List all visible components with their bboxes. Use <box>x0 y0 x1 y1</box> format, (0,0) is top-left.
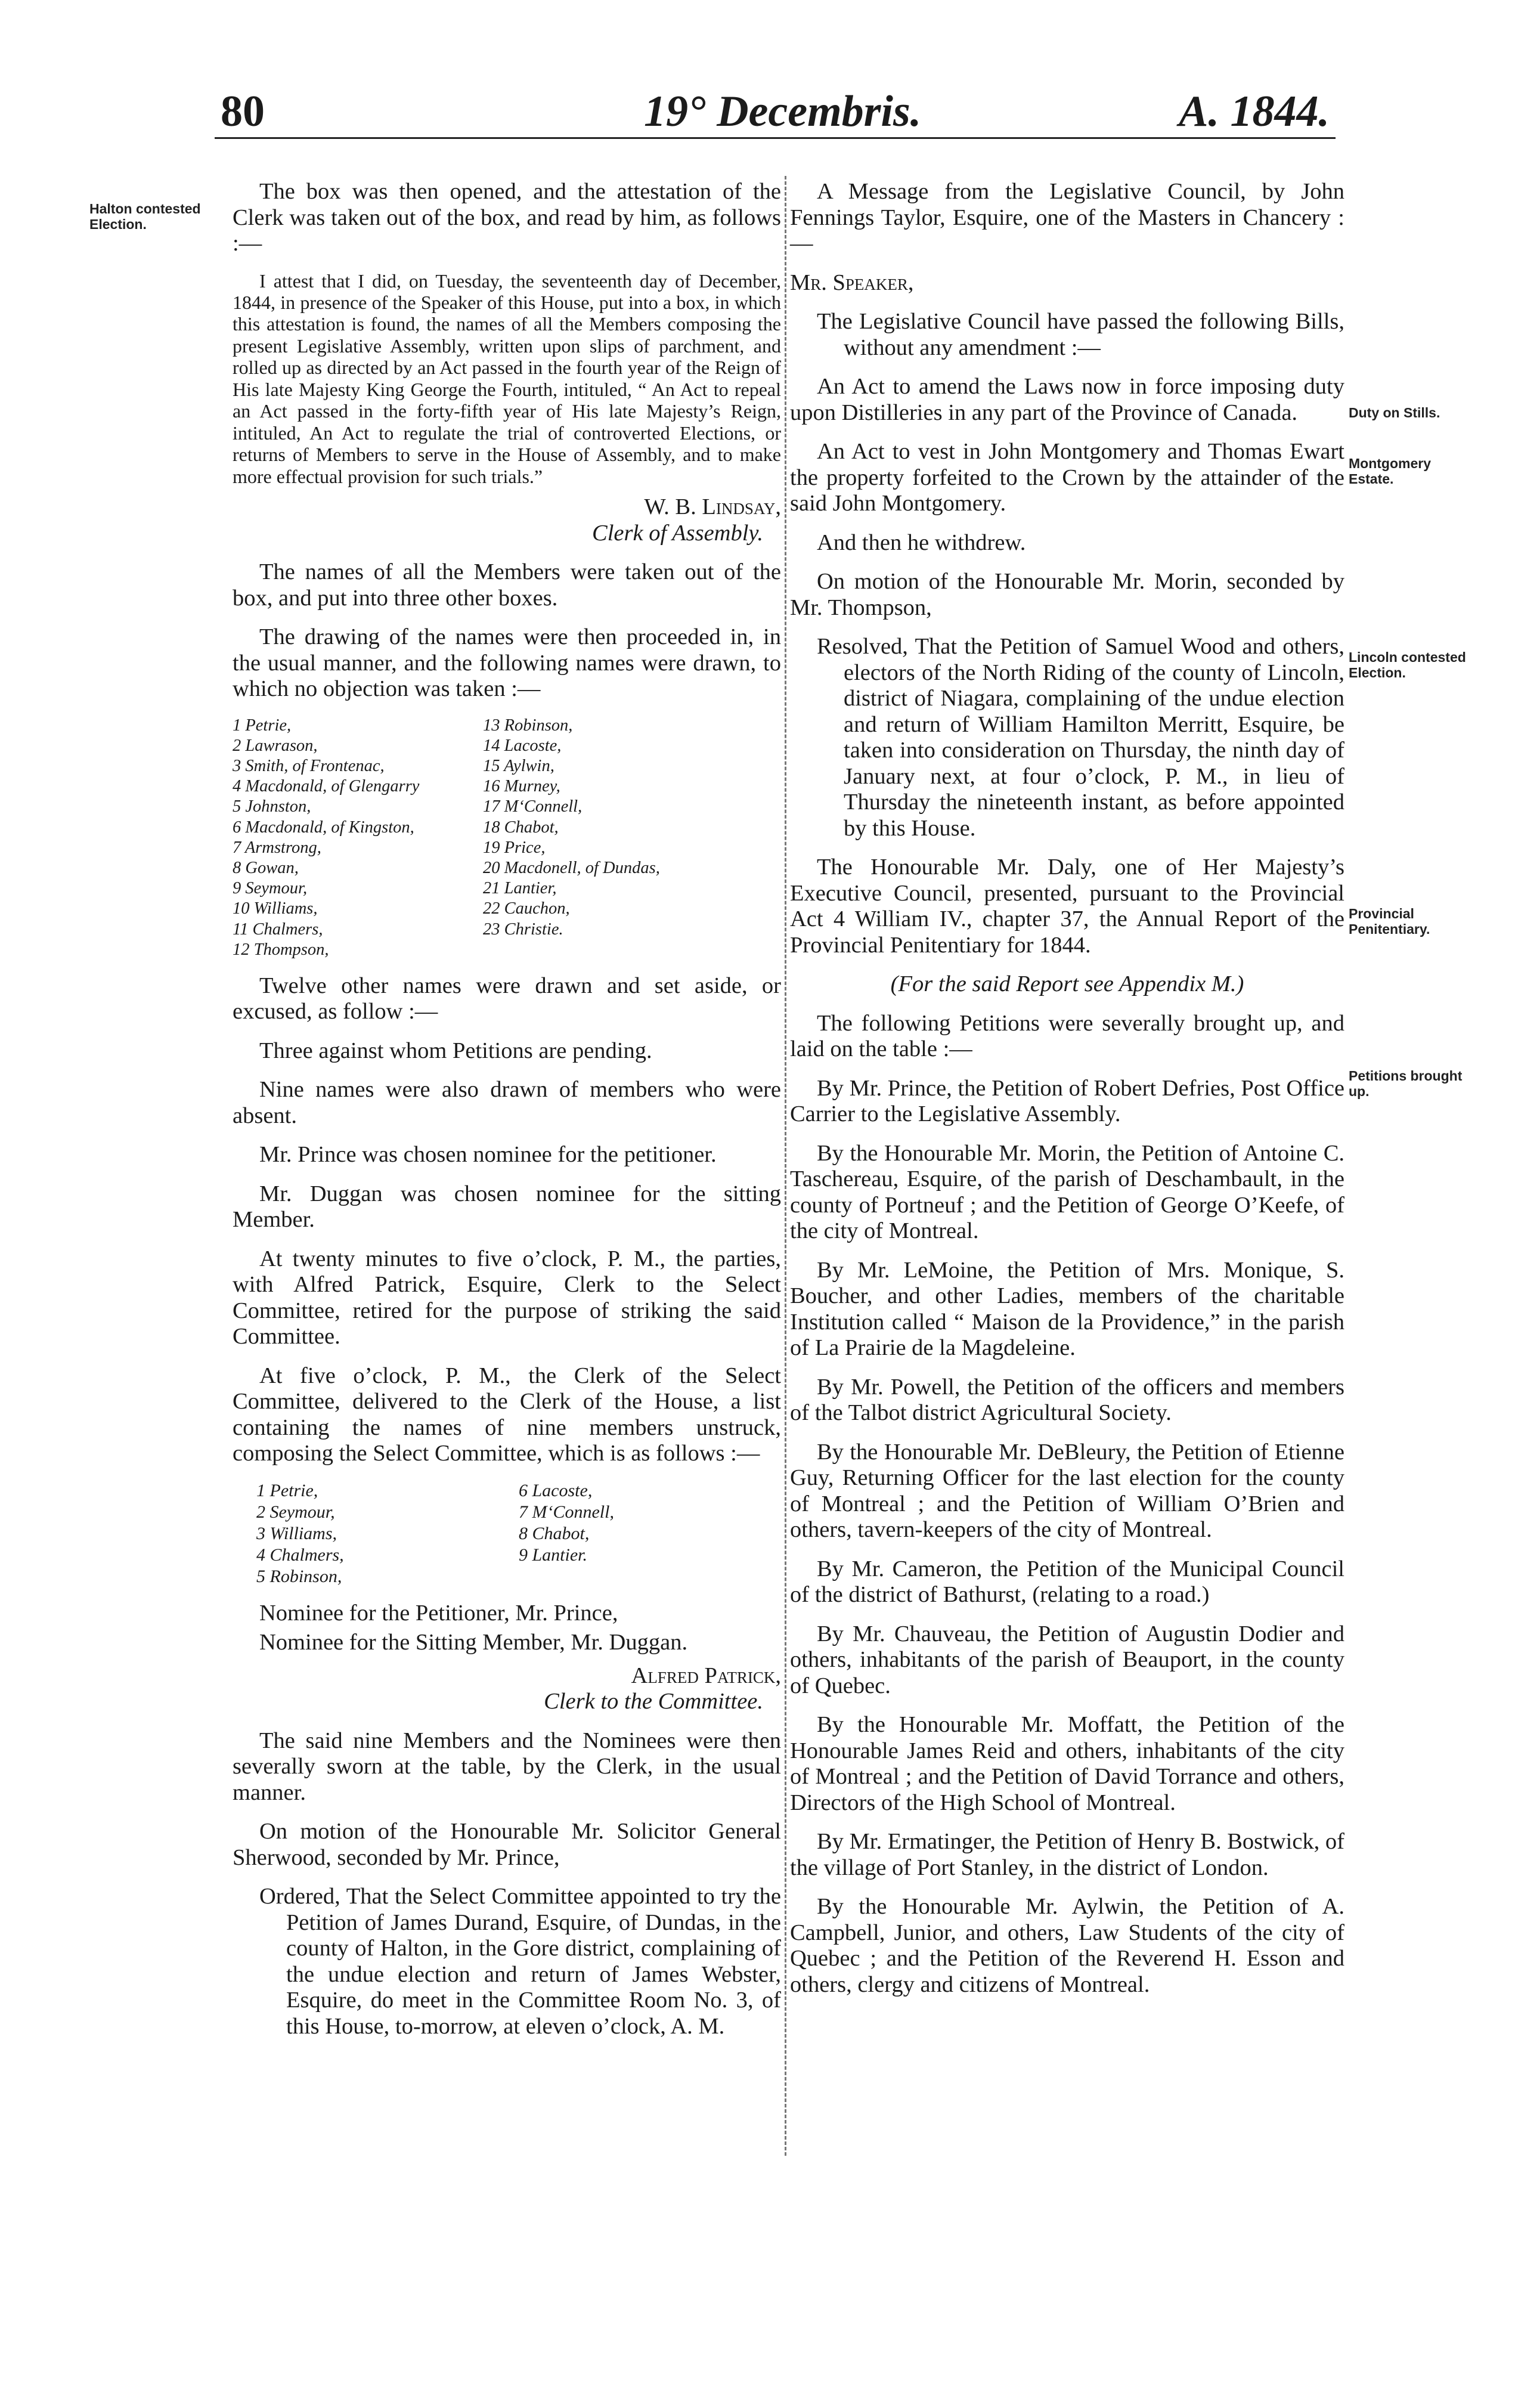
paragraph: A Message from the Legislative Council, by John Fennings Taylor, Esquire, one of the Masters in Chancery :— <box>790 179 1344 256</box>
drawn-names-list <box>233 716 781 960</box>
paragraph: The Honourable Mr. Daly, one of Her Majesty’s Executive Council, presented, pursuant to the Provincial Act 4 William IV., chapter 37, the Annual Report of the Provincial Penitentiary for 1844. <box>790 855 1344 958</box>
left-column <box>233 179 781 2053</box>
signature-patrick <box>233 1663 781 1715</box>
margin-note-penitentiary: Provincial Penitentiary. <box>1349 906 1430 937</box>
petition-entry: By the Honourable Mr. Moffatt, the Petition of the Honourable James Reid and others, inhabitants of the city of Montreal ; and the Petition of David Torrance and others, Directors of the High School of Montreal. <box>790 1712 1344 1815</box>
paragraph: The names of all the Members were taken out of the box, and put into three other boxes. <box>233 559 781 611</box>
list-item: 18 Chabot, <box>483 818 559 837</box>
list-item: 8 Chabot, <box>519 1523 590 1543</box>
margin-note-lincoln: Lincoln contested Election. <box>1349 649 1466 680</box>
header-year: A. 1844. <box>1179 87 1330 136</box>
paragraph: And then he withdrew. <box>817 530 1026 555</box>
list-item: 1 Petrie, <box>233 716 292 735</box>
paragraph: Nine names were also drawn of members who were absent. <box>233 1077 781 1128</box>
right-column <box>790 179 1344 2011</box>
paragraph: The drawing of the names were then proceeded in, in the usual manner, and the following names were drawn, to which no objection was taken :— <box>233 624 781 702</box>
paragraph: Three against whom Petitions are pending. <box>259 1038 652 1063</box>
list-item: 14 Lacoste, <box>483 736 562 755</box>
paragraph: Twelve other names were drawn and set aside, or excused, as follow :— <box>233 973 781 1025</box>
margin-note-montgomery: Montgomery Estate. <box>1349 456 1431 487</box>
signature-lindsay <box>233 494 781 546</box>
list-item: 17 M‘Connell, <box>483 797 583 816</box>
list-item: 10 Williams, <box>233 899 318 918</box>
resolution-paragraph: Resolved, That the Petition of Samuel Wood and others, electors of the North Riding of the county of Lincoln, district of Niagara, complaining of the undue election and return of William Hamilton Merritt, Esquire, be taken into consideration on Thursday, the ninth day of January next, at four o’clock, P. M., in lieu of Thursday the nineteenth instant, as before appointed by this House. <box>817 634 1344 841</box>
list-item: 22 Cauchon, <box>483 899 570 918</box>
margin-note-petitions: Petitions brought up. <box>1349 1068 1463 1099</box>
paragraph: Mr. Duggan was chosen nominee for the sitting Member. <box>233 1181 781 1233</box>
list-item: 19 Price, <box>483 838 546 857</box>
margin-note-duty: Duty on Stills. <box>1349 405 1440 420</box>
list-item: 4 Macdonald, of Glengarry <box>233 777 420 796</box>
list-item <box>519 1566 781 1587</box>
paragraph: The following Petitions were severally brought up, and laid on the table :— <box>790 1010 1344 1061</box>
petition-entry: By the Honourable Mr. Morin, the Petition of Antoine C. Taschereau, Esquire, of the parish of Deschambault, in the county of Portneuf ; and the Petition of George O’Keefe, of the city of Montreal. <box>790 1140 1344 1243</box>
list-item: 6 Lacoste, <box>519 1480 593 1500</box>
paragraph: The Legislative Council have passed the following Bills, without any amendment :— <box>817 309 1344 360</box>
order-paragraph: Ordered, That the Select Committee appointed to try the Petition of James Durand, Esquire, of Dundas, in the county of Halton, in the Gore district, complaining of the undue election and return of James Webster, Esquire, do meet in the Committee Room No. 3, of this House, to-morrow, at eleven o’clock, A. M. <box>259 1884 781 2039</box>
signature-name: Alfred Patrick, <box>631 1663 781 1688</box>
paragraph: Mr. Prince was chosen nominee for the petitioner. <box>259 1142 717 1168</box>
list-item: 4 Chalmers, <box>256 1545 344 1565</box>
list-item: 2 Seymour, <box>256 1502 335 1522</box>
petition-entry: By Mr. Prince, the Petition of Robert Defries, Post Office Carrier to the Legislative Assembly. <box>790 1075 1344 1126</box>
petition-entry: By Mr. Ermatinger, the Petition of Henry B. Bostwick, of the village of Port Stanley, in the district of London. <box>790 1829 1344 1880</box>
list-item: 5 Robinson, <box>256 1566 342 1586</box>
margin-note-halton: Halton contested Election. <box>89 201 201 232</box>
list-item: 1 Petrie, <box>256 1480 318 1500</box>
address-speaker: Mr. Speaker, <box>790 270 914 295</box>
paragraph: Nominee for the Sitting Member, Mr. Duggan. <box>259 1630 688 1655</box>
list-item: 3 Smith, of Frontenac, <box>233 757 385 776</box>
list-item: 6 Macdonald, of Kingston, <box>233 818 414 837</box>
list-item: 16 Murney, <box>483 777 560 796</box>
signature-name: W. B. Lindsay, <box>644 494 781 520</box>
signature-title: Clerk of Assembly. <box>592 520 763 546</box>
list-item: 9 Lantier. <box>519 1545 588 1565</box>
petition-entry: By Mr. LeMoine, the Petition of Mrs. Monique, S. Boucher, and other Ladies, members of the charitable Institution called “ Maison de la Providence,” in the parish of La Prairie de la Magdeleine. <box>790 1257 1344 1360</box>
petition-entry: By Mr. Powell, the Petition of the officers and members of the Talbot district Agricultural Society. <box>790 1374 1344 1425</box>
clerk-attestation: I attest that I did, on Tuesday, the seventeenth day of December, 1844, in presence of the Speaker of this House, put into a box, in which this attestation is found, the names of all the Members composing the present Legislative Assembly, written upon slips of parchment, and rolled up as directed by an Act passed in the fourth year of the Reign of His late Majesty King George the Fourth, intituled, “ An Act to repeal an Act passed in the forty-fifth year of His late Majesty’s Reign, intituled, An Act to regulate the trial of controverted Elections, or returns of Members to serve in the House of Assembly, and to make more effectual provision for such trials.” <box>233 270 781 487</box>
list-item: 12 Thompson, <box>233 940 329 959</box>
paragraph: On motion of the Honourable Mr. Morin, seconded by Mr. Thompson, <box>790 569 1344 620</box>
page-number: 80 <box>221 87 265 136</box>
bill-title: An Act to vest in John Montgomery and Thomas Ewart the property forfeited to the Crown by the attainder of the said John Montgomery. <box>790 439 1344 516</box>
petition-entry: By the Honourable Mr. Aylwin, the Petition of A. Campbell, Junior, and others, Law Students of the city of Quebec ; and the Petition of the Reverend H. Esson and others, clergy and citizens of Montreal. <box>790 1894 1344 1997</box>
list-item: 2 Lawrason, <box>233 736 318 755</box>
bill-title: An Act to amend the Laws now in force imposing duty upon Distilleries in any part of the Province of Canada. <box>790 374 1344 425</box>
paragraph: The box was then opened, and the attestation of the Clerk was taken out of the box, and read by him, as follows :— <box>233 179 781 256</box>
signature-title: Clerk to the Committee. <box>544 1689 763 1714</box>
page-header <box>215 83 1336 139</box>
list-item: 7 Armstrong, <box>233 838 321 857</box>
list-item: 3 Williams, <box>256 1523 337 1543</box>
list-item <box>483 940 769 960</box>
paragraph: On motion of the Honourable Mr. Solicitor General Sherwood, seconded by Mr. Prince, <box>233 1819 781 1870</box>
paragraph: At five o’clock, P. M., the Clerk of the Select Committee, delivered to the Clerk of the House, a list containing the names of nine members unstruck, composing the Select Committee, which is as follows :— <box>233 1363 781 1466</box>
committee-names-list <box>256 1480 781 1587</box>
list-item: 21 Lantier, <box>483 879 557 898</box>
column-divider <box>785 176 786 2156</box>
list-item: 8 Gowan, <box>233 859 299 877</box>
list-item: 11 Chalmers, <box>233 920 323 939</box>
header-date: 19° Decembris. <box>644 87 922 136</box>
list-item: 5 Johnston, <box>233 797 311 816</box>
list-item: 7 M‘Connell, <box>519 1502 614 1522</box>
paragraph: At twenty minutes to five o’clock, P. M., the parties, with Alfred Patrick, Esquire, Clerk to the Select Committee, retired for the purpose of striking the said Committee. <box>233 1246 781 1350</box>
petition-entry: By Mr. Chauveau, the Petition of Augustin Dodier and others, inhabitants of the parish of Beauport, in the county of Quebec. <box>790 1621 1344 1698</box>
list-item: 20 Macdonell, of Dundas, <box>483 859 660 877</box>
petition-entry: By the Honourable Mr. DeBleury, the Petition of Etienne Guy, Returning Officer for the last election for the county of Montreal ; and the Petition of William O’Brien and others, tavern-keepers of the city of Montreal. <box>790 1439 1344 1542</box>
paragraph: Nominee for the Petitioner, Mr. Prince, <box>259 1600 618 1626</box>
list-item: 9 Seymour, <box>233 879 308 898</box>
paragraph: The said nine Members and the Nominees were then severally sworn at the table, by the Clerk, in the usual manner. <box>233 1728 781 1805</box>
list-item: 13 Robinson, <box>483 716 573 735</box>
petition-entry: By Mr. Cameron, the Petition of the Municipal Council of the district of Bathurst, (relating to a road.) <box>790 1556 1344 1607</box>
list-item: 15 Aylwin, <box>483 757 554 776</box>
list-item: 23 Christie. <box>483 920 563 939</box>
appendix-note: (For the said Report see Appendix M.) <box>890 971 1244 996</box>
